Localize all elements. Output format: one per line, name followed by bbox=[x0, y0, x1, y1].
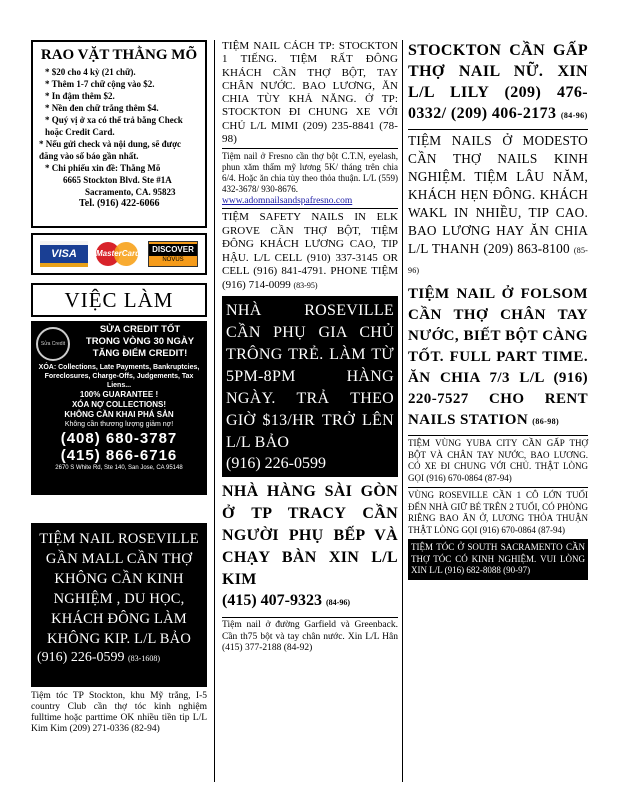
south-sac-ad bbox=[408, 539, 588, 580]
classifieds-line: * Chi phiếu xin đề: Thằng Mõ bbox=[45, 163, 161, 173]
classifieds-line: * $20 cho 4 kỳ (21 chữ). bbox=[45, 67, 136, 77]
yuba-text: TIỆM VÙNG YUBA CITY CẦN GẤP THỢ BỘT VÀ CHÂN TAY NƯỚC, BAO LƯƠNG. CÓ XE ĐI CHUNG VỚI CHỦ. THẬT LÒNG GỌI (916) 670-0864 (87-94) bbox=[408, 438, 588, 483]
column-divider-right bbox=[402, 40, 403, 782]
section-title: VIỆC LÀM bbox=[64, 287, 174, 312]
roseville-home-text: NHÀ ROSEVILLE CẦN PHỤ GIA CHỦ TRÔNG TRẺ. LÀM TỪ 5PM-8PM HÀNG NGÀY. TRẢ THEO GIỜ $13/HR TRỞ LÊN L/L BẢO bbox=[226, 302, 394, 452]
stockton-lily-ad bbox=[408, 40, 588, 126]
classifieds-info-box bbox=[31, 40, 207, 228]
roseville-home-phone: (916) 226-0599 bbox=[226, 455, 326, 473]
discover-logo-text: DISCOVER bbox=[149, 244, 197, 256]
credit-phone: (408) 680-3787 bbox=[60, 430, 178, 447]
nail-stockton-ad bbox=[222, 40, 398, 146]
classifieds-lines bbox=[37, 66, 201, 210]
tracy-restaurant-text: NHÀ HÀNG SÀI GÒN Ở TP TRACY CẦN NGƯỜI PHỤ BẾP VÀ CHẠY BÀN XIN L/L KIM bbox=[222, 483, 398, 589]
roseville-care-text: VÙNG ROSEVILLE CẦN 1 CÔ LỚN TUỔI ĐẾN NHÀ GIỮ BÉ TRÊN 2 TUỔI, CÓ PHÒNG RIÊNG BAO ĂN Ở, LƯƠNG THỎA THUẬN THẬT LÒNG GỌI (916) 670-0864 (87-94) bbox=[408, 490, 588, 535]
classifieds-address: 6665 Stockton Blvd. Ste #1A bbox=[63, 175, 172, 185]
classifieds-line: * Nền đen chữ trắng thêm $4. bbox=[45, 103, 159, 113]
classifieds-line: * Nếu gửi check và nội dung, sẽ được đăng vào số báo gần nhất. bbox=[39, 139, 182, 161]
folsom-text: TIỆM NAIL Ở FOLSOM CẦN THỢ CHÂN TAY NƯỚC, BIẾT BỘT CÀNG TỐT. FULL PART TIME. ĂN CHIA 7/3 L/L (916) 220-7527 CHO RENT NAILS STATION bbox=[408, 286, 588, 428]
hair-stockton-ad bbox=[31, 691, 207, 735]
visa-logo-text: VISA bbox=[51, 248, 77, 260]
credit-headline: TRONG VÒNG 30 NGÀY bbox=[85, 336, 195, 347]
credit-repair-logo bbox=[36, 327, 70, 361]
classifieds-phone: Tel. (916) 422-6066 bbox=[79, 198, 160, 209]
classifieds-address: Sacramento, CA. 95823 bbox=[85, 187, 176, 197]
tracy-restaurant-code: (84-96) bbox=[325, 598, 350, 608]
credit-line: KHÔNG CẦN KHAI PHÁ SẢN bbox=[64, 410, 174, 419]
roseville-salon-phone: (916) 226-0599 bbox=[37, 650, 125, 665]
yuba-ad bbox=[408, 435, 588, 484]
fresno-ad bbox=[222, 148, 398, 207]
fresno-text: Tiệm nail ở Fresno cần thợ bột C.T.N, eyelash, phun xăm thẩm mỹ lương 5K/ tháng trên chia 6/4. Hoặc ăn chia tùy theo thỏa thuận. L/L (559) 432-3678/ 930-8676. bbox=[222, 151, 398, 195]
credit-card-logos bbox=[31, 233, 207, 275]
column-divider-left bbox=[214, 40, 215, 782]
column-middle bbox=[222, 40, 398, 655]
garfield-ad bbox=[222, 617, 398, 655]
classifieds-line: * Thêm 1-7 chữ cộng vào $2. bbox=[45, 79, 155, 89]
discover-logo bbox=[148, 241, 198, 267]
tracy-restaurant-phone: (415) 407-9323 bbox=[222, 592, 322, 610]
credit-guarantee: 100% GUARANTEE ! bbox=[79, 390, 159, 399]
classifieds-line: * Quý vị ở xa có thể trả bằng Check hoặc Credit Card. bbox=[45, 115, 183, 137]
elk-grove-code: (83-95) bbox=[293, 280, 318, 290]
folsom-ad bbox=[408, 284, 588, 432]
credit-headline: SỬA CREDIT TỐT bbox=[99, 324, 181, 335]
nail-stockton-text: TIỆM NAIL CÁCH TP: STOCKTON 1 TIẾNG. TIỆM RẤT ĐÔNG KHÁCH CẦN THỢ BỘT, TAY CHÂN NƯỚC. BAO LƯƠNG, ĂN CHIA TÙY KHẢ NĂNG. Ở TP: STOCKTON ĐI CHUNG XE VỚI CHỦ L/L MIMI (209) 235-8841 (78-98) bbox=[222, 40, 398, 146]
mastercard-logo bbox=[94, 241, 142, 267]
classifieds-line: * In đậm thêm $2. bbox=[45, 91, 115, 101]
garfield-text: Tiệm nail ở đường Garfield và Greenback. Cần th75 bột và tay chân nước. Xin L/L Hân (415) 377-2188 (84-92) bbox=[222, 620, 398, 654]
modesto-ad bbox=[408, 129, 588, 280]
folsom-code: (86-98) bbox=[532, 417, 560, 426]
credit-headline: TĂNG ĐIỂM CREDIT! bbox=[92, 348, 188, 359]
stockton-lily-text: STOCKTON CẦN GẤP THỢ NAIL NỮ. XIN L/L LILY (209) 476-0332/ (209) 406-2173 bbox=[408, 42, 588, 122]
roseville-salon-text: TIỆM NAIL ROSEVILLE GẦN MALL CẦN THỢ KHÔNG CẦN KINH NGHIỆM , DU HỌC, KHÁCH ĐÔNG LÀM KHÔNG KIP. L/L BẢO bbox=[39, 531, 199, 647]
classifieds-title: RAO VẶT THẰNG MÕ bbox=[40, 47, 198, 63]
modesto-code: (85-96) bbox=[408, 246, 589, 275]
tracy-restaurant-ad bbox=[222, 481, 398, 613]
column-left bbox=[31, 40, 207, 735]
credit-items: XÓA: Collections, Late Payments, Bankruptcies, Foreclosures, Charge-Offs, Judgements, Tax Liens... bbox=[38, 364, 200, 389]
south-sac-text: TIỆM TÓC Ở SOUTH SACRAMENTO CẦN THỢ TÓC CÓ KINH NGHIỆM. VUI LÒNG XIN L/L (916) 682-8088 (90-97) bbox=[411, 542, 585, 575]
credit-address: 2670 S White Rd, Ste 140, San Jose, CA 95148 bbox=[55, 465, 183, 471]
roseville-home-ad bbox=[222, 296, 398, 477]
modesto-text: TIỆM NAILS Ở MODESTO CẦN THỢ NAILS KINH NGHIỆM. TIỆM LÂU NĂM, KHÁCH HẸN ĐÔNG. KHÁCH WAKL IN NHIỀU, TIP CAO. BAO LƯƠNG HAY ĂN CHIA L/L THANH (209) 863-8100 bbox=[408, 133, 588, 256]
hair-stockton-text: Tiệm tóc TP Stockton, khu Mỹ trắng, I-5 country Club cần thợ tóc kinh nghiệm fulltime hoặc parttime OK nhiều tiền tip L/L Kim Kim (209) 271-0336 (82-94) bbox=[31, 691, 207, 734]
visa-logo bbox=[40, 241, 88, 267]
roseville-care-ad bbox=[408, 487, 588, 536]
fresno-url[interactable]: www.adomnailsandspafresno.com bbox=[222, 196, 353, 207]
section-title-box bbox=[31, 283, 207, 317]
credit-line: XÓA NỢ COLLECTIONS! bbox=[71, 400, 167, 409]
novus-logo-text: NOVUS bbox=[162, 257, 184, 263]
elk-grove-text: TIỆM SAFETY NAILS IN ELK GROVE CẦN THỢ BỘT, TIỆM ĐÔNG KHÁCH LƯƠNG CAO, TIP HẬU. L/L CELL (910) 337-3145 OR CELL (916) 841-4791. PHONE TIỆM (916) 714-0099 bbox=[222, 211, 398, 291]
roseville-salon-code: (83-1608) bbox=[128, 654, 160, 663]
column-right bbox=[408, 40, 588, 580]
credit-repair-ad bbox=[31, 321, 207, 495]
credit-line: Không cần thương lượng giảm nợ! bbox=[64, 421, 174, 428]
roseville-salon-ad bbox=[31, 523, 207, 687]
credit-phone: (415) 866-6716 bbox=[60, 447, 178, 464]
elk-grove-ad bbox=[222, 208, 398, 292]
credit-repair-logo-text: Sửa Credit bbox=[40, 341, 66, 347]
stockton-lily-code: (84-96) bbox=[560, 111, 588, 120]
mastercard-logo-text: MasterCard bbox=[95, 249, 140, 258]
